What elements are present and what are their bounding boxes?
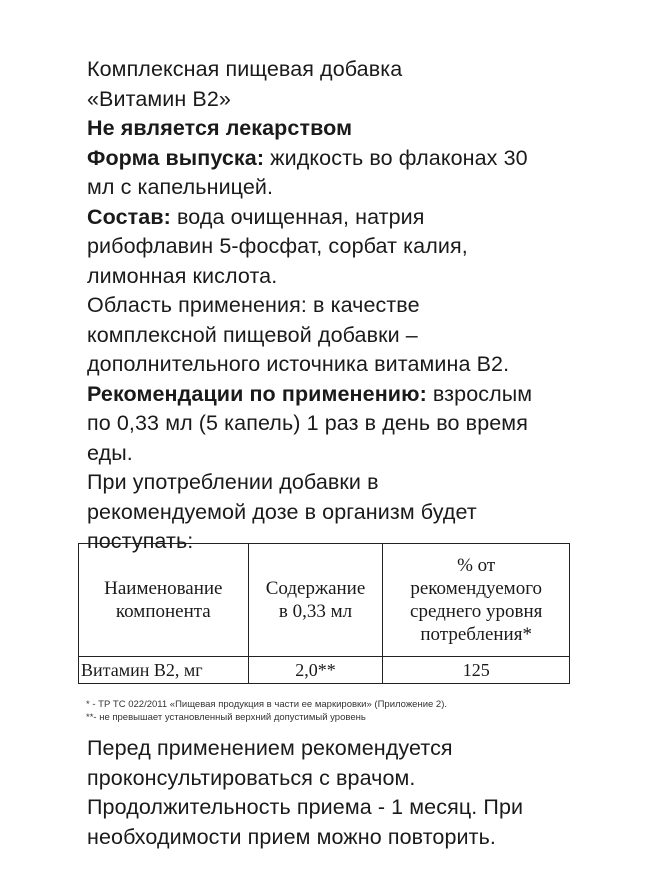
table-cell: 2,0**	[248, 657, 383, 684]
text-line: Продолжительность приема - 1 месяц. При	[87, 795, 524, 819]
text-line: «Витамин В2»	[87, 86, 231, 111]
text-line: мл с капельницей.	[87, 175, 274, 199]
text-line: проконсультироваться с врачом.	[87, 765, 416, 790]
text-line: Область применения: в качестве	[87, 293, 420, 317]
text-line: рибофлавин 5-фосфат, сорбат калия,	[87, 234, 468, 258]
closing-text	[87, 734, 523, 852]
text-line: Форма выпуска: жидкость во флаконах 30	[87, 145, 528, 170]
text-line: лимонная кислота.	[87, 263, 278, 288]
composition-table	[78, 543, 570, 684]
main-text	[87, 55, 645, 557]
text-line: Комплексная пищевая добавка	[87, 57, 403, 81]
footnote: * - ТР ТС 022/2011 «Пищевая продукция в части ее маркировки» (Приложение 2).	[86, 699, 448, 710]
header-percent: % от рекомендуемого среднего уровня потребления*	[383, 544, 570, 657]
table-cell: Витамин В2, мг	[79, 657, 249, 684]
header-component: Наименование компонента	[79, 544, 249, 657]
text-line: Не является лекарством	[87, 116, 353, 140]
header-content: Содержание в 0,33 мл	[248, 544, 383, 657]
text-line: рекомендуемой дозе в организм будет	[87, 499, 477, 524]
text-line: дополнительного источника витамина В2.	[87, 352, 510, 376]
text-line: поступать:	[87, 529, 194, 553]
text-line: еды.	[87, 440, 133, 465]
table-header-row	[79, 544, 570, 657]
text-line: по 0,33 мл (5 капель) 1 раз в день во время	[87, 411, 528, 435]
text-line: Перед применением рекомендуется	[87, 736, 453, 760]
table-cell: 125	[383, 657, 570, 684]
text-line: необходимости прием можно повторить.	[87, 824, 496, 849]
text-line: При употреблении добавки в	[87, 470, 379, 494]
text-line: Состав: вода очищенная, натрия	[87, 204, 425, 229]
footnote: **- не превышает установленный верхний допустимый уровень	[86, 712, 366, 723]
text-line: комплексной пищевой добавки –	[87, 322, 418, 347]
table-row	[79, 657, 570, 684]
text-line: Рекомендации по применению: взрослым	[87, 381, 533, 406]
